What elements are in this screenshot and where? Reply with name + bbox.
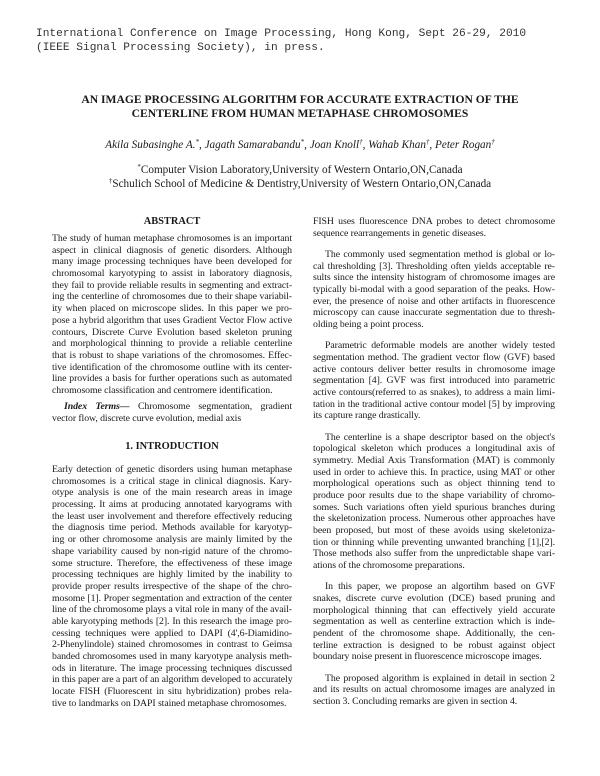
introduction-paragraph — [52, 464, 292, 709]
body-paragraph — [313, 673, 555, 708]
text-line: FISH uses fluorescence DNA probes to detect chromosome — [313, 216, 555, 227]
text-line: many image processing techniques have been developed for — [52, 256, 292, 268]
introduction-heading: 1. INTRODUCTION — [125, 441, 219, 452]
text-line: been proposed, but most of these avoids using skeletoniza- — [313, 525, 555, 536]
text-line: terline extraction is designed to be robust against object — [313, 639, 555, 651]
text-line: and morphological thinning to provide a reliable centerline — [52, 338, 292, 350]
conference-header-line-1: International Conference on Image Processing, Hong Kong, Sept 26-29, 2010 — [36, 28, 527, 40]
text-line: ing or other chromosome analysis are mainly limited by the — [52, 534, 292, 546]
text-line: olding being a point process. — [313, 319, 424, 330]
text-line: used in order to achieve this. In practice, using MAT or other — [313, 466, 555, 478]
index-terms — [52, 401, 292, 424]
author-affiliation-mark: † — [491, 138, 495, 146]
author-affiliation-mark: * — [300, 138, 305, 146]
text-line: otype analysis is one of the main research areas in image — [52, 487, 292, 499]
text-line: sequence rearrangements in genetic diseases. — [313, 227, 487, 239]
text-line: In this paper, we propose an algortihm based on GVF — [325, 581, 555, 593]
text-line: the diagnosis time period. Methods available for karyotyp- — [52, 522, 292, 534]
author-name: Akila Subasinghe A. — [105, 139, 196, 151]
text-line: processing. It aims at producing annotated karyograms with — [52, 499, 292, 511]
text-line: symmetry. Medial Axis Transformation (MAT) is commonly — [313, 454, 555, 466]
text-line: microscopy can cause inaccurate segmentation due to thresh- — [313, 307, 555, 319]
text-line: banded chromosomes used in many karyotype analysis meth- — [52, 651, 292, 662]
text-line: Early detection of genetic disorders using human metaphase — [52, 464, 292, 475]
text-line: ations of the chromosome preparations. — [313, 560, 465, 572]
text-line: segmentation as well as centerline extraction which is inde- — [313, 616, 555, 628]
text-line: The centerline is a shape descriptor based on the object's — [325, 431, 555, 443]
right-column-body — [313, 216, 555, 708]
text-line: boundary noise present in fluorescence microscope images. — [313, 651, 542, 663]
affiliation-mark: † — [108, 177, 113, 185]
text-line: The proposed algorithm is explained in detail in section 2 — [325, 672, 555, 684]
text-line: ever, the presence of noise and other artifacts in fluorescence — [313, 295, 555, 307]
abstract-paragraph — [52, 233, 292, 397]
text-line: provide proper results irrespective of the shape of the chro- — [52, 580, 292, 592]
text-line: snakes, discrete curve evolution (DCE) based pruning and — [313, 592, 555, 604]
body-paragraph — [313, 340, 555, 422]
index-terms-text: vector flow, discrete curve evolution, medial axis — [52, 412, 242, 424]
text-line: The study of human metaphase chromosomes is an important — [52, 233, 292, 244]
author-name: Joan Knoll — [309, 139, 360, 151]
author-affiliation-mark: † — [425, 138, 430, 146]
text-line: mosome [1]. Proper segmentation and extraction of the center — [52, 592, 292, 604]
text-line: tive to landmarks on DAPI stained metaphase chromosomes. — [52, 697, 287, 709]
text-line: aspect in clinical diagnosis of genetic disorders. Although — [52, 244, 292, 256]
text-line: pendent of the chromosome shape. Additionally, the cen- — [313, 628, 555, 639]
body-paragraph — [313, 216, 555, 239]
body-paragraph — [313, 249, 555, 331]
author-name: Peter Rogan — [435, 139, 492, 151]
index-terms-text: Chromosome segmentation, gradient — [137, 401, 293, 412]
text-line: somes. Such variations often yield spurious branches during — [313, 501, 555, 513]
text-line: active contours(referred to as snakes), to address a main limi- — [313, 386, 555, 398]
text-line: pose a hybrid algorithm that uses Gradient Vector Flow active — [52, 314, 292, 326]
text-line: chromosomes is a critical stage in clinical diagnosis. Kary- — [52, 475, 292, 487]
body-paragraph — [313, 581, 555, 663]
affiliation-text: Computer Vision Laboratory,University of Western Ontario,ON,Canada — [140, 164, 463, 176]
text-line: line provides a basis for further operations such as automated — [52, 373, 292, 385]
author-list: Akila Subasinghe A.*, Jagath Samarabandu*, Joan Knoll†, Wahab Khan†, Peter Rogan† — [105, 138, 495, 151]
text-line: line of the chromosome plays a vital role in many of the avail- — [52, 604, 292, 616]
affiliation-1 — [0, 164, 600, 176]
author-affiliation-mark: * — [195, 138, 199, 146]
affiliation-text: Schulich School of Medicine & Dentistry,University of Western Ontario,ON,Canada — [112, 178, 492, 190]
text-line: that is robust to shape variations of the chromosomes. Effec- — [52, 349, 292, 361]
text-line: segmentation method. The gradient vector flow (GVF) based — [313, 351, 555, 363]
paper-title-line-1: AN IMAGE PROCESSING ALGORITHM FOR ACCURATE EXTRACTION OF THE — [81, 93, 519, 106]
text-line: the least user involvement and therefore effectively reducing — [52, 510, 292, 522]
body-paragraph — [313, 432, 555, 572]
text-line: cessing techniques were applied to DAPI (4',6-Diamidino- — [52, 627, 292, 639]
text-line: morphological thinning that can effectively yield accurate — [313, 604, 555, 616]
abstract-heading: ABSTRACT — [143, 216, 201, 227]
text-line: Parametric deformable models are another widely tested — [325, 340, 555, 352]
text-line: processing techniques are highly limited by the inability to — [52, 569, 292, 581]
text-line: sults since the intensity histogram of chromosome images are — [313, 272, 555, 284]
text-line: locate FISH (Fluorescent in situ hybridization) probes rela- — [52, 686, 292, 698]
text-line: morphological operations such as object thinning tend to — [313, 478, 555, 490]
text-line: and its results on actual chromosome images are analyzed in — [313, 684, 555, 696]
conference-header-line-2: (IEEE Signal Processing Society), in press. — [36, 42, 325, 54]
text-line: able karyotyping methods [2]. In this research the image pro- — [52, 615, 292, 627]
author-name: Jagath Samarabandu — [204, 139, 301, 151]
text-line: some structure. Therefore, the effectiveness of these image — [52, 557, 292, 569]
text-line: ods in literature. The image processing techniques discussed — [52, 662, 292, 674]
text-line: tion or thinning while preventing unwanted branching [1],[2]. — [313, 536, 555, 548]
text-line: ity when placed on microscope slides. In this paper we pro- — [52, 303, 292, 315]
text-line: active contours deliver better results in chromosome image — [313, 363, 555, 375]
text-line: section 3. Concluding remarks are given in section 4. — [313, 695, 518, 707]
text-line: its capture range drastically. — [313, 410, 421, 422]
text-line: shape variability caused by non-rigid nature of the chromo- — [52, 545, 292, 557]
affiliation-mark: * — [137, 163, 141, 171]
text-line: ing the centerline of chromosomes due to their shape variabil- — [52, 291, 292, 303]
text-line: tive identification of the chromosome outline with its center- — [52, 361, 292, 373]
text-line: in this paper are a part of an algorithm developed to accurately — [52, 674, 293, 686]
text-line: The commonly used segmentation method is global or lo- — [325, 248, 555, 260]
paper-title-line-2: CENTERLINE FROM HUMAN METAPHASE CHROMOSOMES — [131, 107, 469, 120]
text-line: 2-Phenylindole) stained chromosomes in contrast to Geimsa — [52, 639, 292, 651]
text-line: the skeletonization process. Numerous other approaches have — [313, 513, 555, 525]
text-line: produce poor results due to the shape variability of chromo- — [313, 489, 555, 501]
affiliation-2 — [0, 178, 600, 190]
text-line: chromosomal karyotyping to assist in laboratory diagnosis, — [52, 268, 292, 280]
text-line: chromosome classification and centromere identification. — [52, 384, 273, 396]
introduction-body — [52, 464, 292, 709]
text-line: cal thresholding [3]. Thresholding often yields acceptable re- — [313, 260, 555, 272]
text-line: segmentation [4]. GVF was first introduced into parametric — [313, 375, 555, 387]
text-line: tation in the traditional active contour model [5] by improving — [313, 398, 555, 410]
text-line: they fail to provide reliable results in segmenting and extract- — [52, 279, 292, 291]
text-line: topological skeleton which produces a longitudinal axis of — [313, 443, 555, 455]
author-affiliation-mark: † — [359, 138, 363, 146]
abstract-body — [52, 233, 292, 397]
author-name: Wahab Khan — [368, 139, 426, 151]
text-line: typically bi-modal with a good separation of the peaks. How- — [313, 283, 555, 295]
index-terms-label: Index Terms— — [64, 401, 130, 412]
text-line: Those methods also suffer from the unpredictable shape vari- — [313, 548, 555, 560]
text-line: contours, Discrete Curve Evolution based skeleton pruning — [52, 326, 292, 338]
